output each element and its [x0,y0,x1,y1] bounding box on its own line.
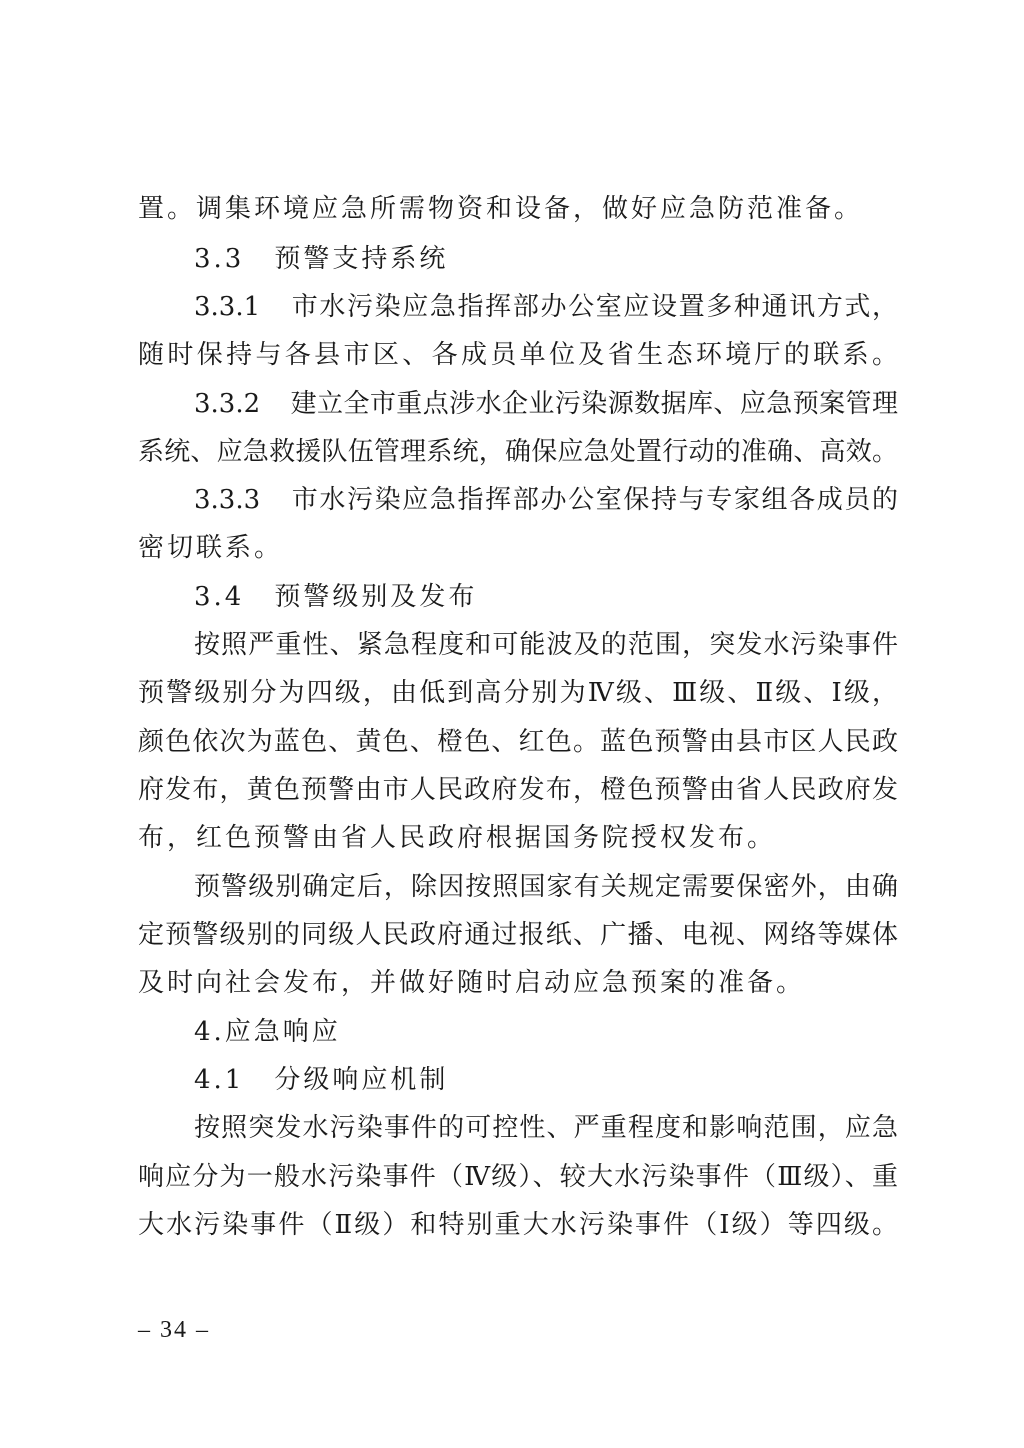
chapter-heading-4 [194,1019,341,1045]
paragraph-line [138,922,898,948]
text: 布，红色预警由省人民政府根据国务院授权发布。 [138,823,777,853]
page-number: – 34 – [138,1317,210,1343]
section-heading-3-4 [194,584,477,610]
paragraph-line [194,294,898,320]
text: 市水污染应急指挥部办公室保持与专家组各成员的 [290,485,898,515]
section-title: 预警支持系统 [274,244,449,274]
paragraph-line [194,1115,898,1141]
text: 定预警级别的同级人民政府通过报纸、广播、电视、网络等媒体 [138,920,898,950]
paragraph-line [138,825,776,851]
clause-number: 3.3.1 [194,292,261,322]
text: 置。调集环境应急所需物资和设备，做好应急防范准备。 [138,194,864,224]
paragraph-line [138,342,898,368]
paragraph-line [194,487,898,513]
paragraph-line [138,970,805,996]
text: 系统、应急救援队伍管理系统，确保应急处置行动的准确、高效。 [138,437,898,467]
clause-number: 3.3.2 [194,389,261,419]
paragraph-line [138,535,283,561]
text: 随时保持与各县市区、各成员单位及省生态环境厅的联系。 [138,340,898,370]
text: 预警级别分为四级，由低到高分别为Ⅳ级、Ⅲ级、Ⅱ级、Ⅰ级， [138,678,898,708]
section-number: 3.4 [194,582,245,612]
paragraph-line [194,391,898,417]
text: 4.应急响应 [194,1017,341,1047]
paragraph-line [138,680,898,706]
section-heading-4-1 [194,1067,448,1093]
section-number: 3.3 [194,244,245,274]
paragraph-line [138,196,863,222]
paragraph-line [138,1212,898,1238]
clause-number: 3.3.3 [194,485,261,515]
paragraph-line [138,777,898,803]
paragraph-line [138,1164,898,1190]
text: 府发布，黄色预警由市人民政府发布，橙色预警由省人民政府发 [138,775,898,805]
section-title: 分级响应机制 [274,1065,449,1095]
text: 密切联系。 [138,533,284,563]
text: 响应分为一般水污染事件（Ⅳ级）、较大水污染事件（Ⅲ级）、重 [138,1162,898,1192]
text: 市水污染应急指挥部办公室应设置多种通讯方式， [290,292,898,322]
paragraph-line [138,439,898,465]
text: 及时向社会发布，并做好随时启动应急预案的准备。 [138,968,806,998]
paragraph-line [194,632,898,658]
text: 按照严重性、紧急程度和可能波及的范围，突发水污染事件 [194,630,898,660]
paragraph-line [138,729,898,755]
text: 按照突发水污染事件的可控性、严重程度和影响范围，应急 [194,1113,898,1143]
text: 建立全市重点涉水企业污染源数据库、应急预案管理 [290,389,898,419]
text: 大水污染事件（Ⅱ级）和特别重大水污染事件（Ⅰ级）等四级。 [138,1210,898,1240]
section-title: 预警级别及发布 [274,582,478,612]
text: 颜色依次为蓝色、黄色、橙色、红色。蓝色预警由县市区人民政 [138,727,898,757]
text: 预警级别确定后，除因按照国家有关规定需要保密外，由确 [194,872,898,902]
section-heading-3-3 [194,246,448,272]
section-number: 4.1 [194,1065,245,1095]
paragraph-line [194,874,898,900]
